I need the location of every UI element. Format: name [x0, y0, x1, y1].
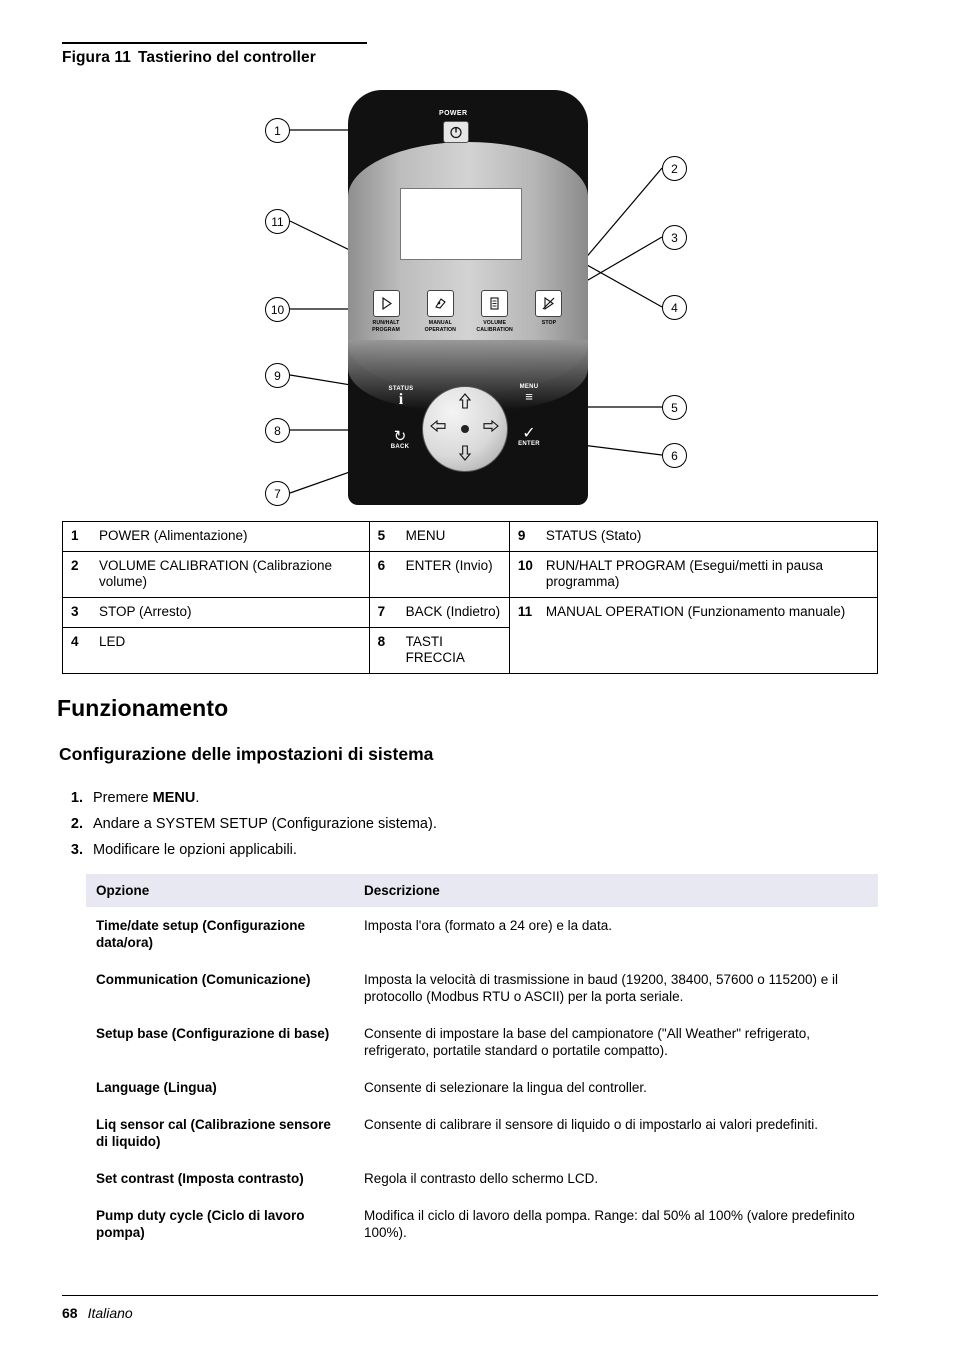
option-name: Set contrast (Imposta contrasto)	[96, 1171, 304, 1186]
column-header-option: Opzione	[86, 874, 354, 907]
key-run-halt-program[interactable]	[365, 290, 407, 342]
callout-7: 7	[265, 481, 290, 506]
option-name: Communication (Comunicazione)	[96, 972, 311, 987]
hamburger-icon: ≡	[525, 389, 533, 404]
legend-num: 1	[63, 522, 94, 552]
back-key[interactable]	[378, 430, 422, 450]
option-description: Consente di calibrare il sensore di liquido o di impostarlo ai valori predefiniti.	[364, 1117, 818, 1132]
key-stop[interactable]	[528, 290, 570, 342]
keypad-illustration	[330, 90, 600, 510]
key-label: RUN/HALT PROGRAM	[372, 320, 400, 333]
table-row	[63, 552, 878, 598]
stop-icon	[535, 290, 562, 317]
arrow-down-icon	[458, 445, 472, 461]
keypad-function-keys	[365, 290, 570, 342]
figure-legend-table	[62, 521, 878, 674]
page-number: 68	[62, 1305, 78, 1321]
menu-key-label: MENU	[519, 384, 539, 390]
callout-1: 1	[265, 118, 290, 143]
option-description: Imposta l'ora (formato a 24 ore) e la data.	[364, 918, 612, 933]
table-row	[86, 1197, 878, 1251]
legend-text: TASTI FRECCIA	[400, 628, 510, 674]
legend-num: 6	[369, 552, 400, 598]
arrow-keys-cluster[interactable]	[422, 386, 508, 472]
table-row	[86, 961, 878, 1015]
legend-num: 8	[369, 628, 400, 674]
status-key-label: STATUS	[388, 386, 414, 392]
list-item: 3. Modificare le opzioni applicabili.	[87, 837, 437, 863]
table-row	[63, 628, 878, 674]
list-item: 1. Premere MENU.	[87, 785, 437, 811]
run-halt-program-icon	[373, 290, 400, 317]
back-arrow-icon: ↻	[393, 428, 407, 445]
options-table	[86, 874, 878, 1251]
option-description: Consente di impostare la base del campionatore ("All Weather" refrigerato, refrigerato, portatile standard o portatile compatto).	[364, 1026, 811, 1058]
legend-text: RUN/HALT PROGRAM (Esegui/metti in pausa programma)	[540, 552, 878, 598]
keypad-lcd-screen	[400, 188, 522, 260]
key-label: STOP	[541, 320, 557, 326]
option-description: Regola il contrasto dello schermo LCD.	[364, 1171, 599, 1186]
info-icon: i	[398, 391, 404, 408]
legend-text	[540, 628, 878, 674]
section-subtitle: Configurazione delle impostazioni di sistema	[59, 744, 434, 764]
figure-caption-number: Figura 11	[62, 49, 131, 66]
key-label: MANUAL OPERATION	[424, 320, 456, 333]
legend-num: 4	[63, 628, 94, 674]
table-row	[86, 1160, 878, 1197]
key-volume-calibration[interactable]	[474, 290, 516, 342]
check-icon: ✓	[522, 425, 536, 442]
keypad-power-label: POWER	[439, 110, 468, 117]
option-name: Setup base (Configurazione di base)	[96, 1026, 330, 1041]
power-button[interactable]	[443, 121, 469, 143]
table-header-row	[86, 874, 878, 907]
arrow-right-icon	[483, 419, 499, 433]
callout-10: 10	[265, 297, 290, 322]
table-row	[86, 907, 878, 961]
nav-center-dot	[461, 425, 469, 433]
legend-text: STATUS (Stato)	[540, 522, 878, 552]
key-manual-operation[interactable]	[419, 290, 461, 342]
legend-text: LED	[93, 628, 369, 674]
volume-calibration-icon	[481, 290, 508, 317]
key-label: VOLUME CALIBRATION	[476, 320, 513, 333]
column-header-description: Descrizione	[354, 874, 878, 907]
callout-9: 9	[265, 363, 290, 388]
option-description: Imposta la velocità di trasmissione in baud (19200, 38400, 57600 o 115200) e il protocollo (Modbus RTU o ASCII) per la porta seriale.	[364, 972, 839, 1004]
callout-6: 6	[662, 443, 687, 468]
back-key-label: BACK	[390, 444, 410, 450]
page-footer	[62, 1305, 133, 1321]
option-description: Consente di selezionare la lingua del controller.	[364, 1080, 647, 1095]
legend-num: 9	[509, 522, 540, 552]
table-row	[63, 522, 878, 552]
table-row	[63, 598, 878, 628]
legend-num: 2	[63, 552, 94, 598]
option-name: Liq sensor cal (Calibrazione sensore di liquido)	[96, 1117, 331, 1149]
list-item: 2. Andare a SYSTEM SETUP (Configurazione sistema).	[87, 811, 437, 837]
table-row	[86, 1069, 878, 1106]
legend-text: POWER (Alimentazione)	[93, 522, 369, 552]
legend-num: 3	[63, 598, 94, 628]
footer-rule	[62, 1295, 878, 1296]
legend-text: MENU	[400, 522, 510, 552]
page-title: Funzionamento	[57, 695, 229, 721]
legend-text: MANUAL OPERATION (Funzionamento manuale)	[540, 598, 878, 628]
legend-num: 5	[369, 522, 400, 552]
enter-key[interactable]	[506, 426, 552, 447]
callout-2: 2	[662, 156, 687, 181]
figure-caption-rule	[62, 42, 367, 44]
option-name: Language (Lingua)	[96, 1080, 217, 1095]
callout-8: 8	[265, 418, 290, 443]
option-name: Pump duty cycle (Ciclo di lavoro pompa)	[96, 1208, 305, 1240]
callout-11: 11	[265, 209, 290, 234]
arrow-up-icon	[458, 393, 472, 409]
procedure-steps	[55, 785, 437, 863]
table-row	[86, 1015, 878, 1069]
enter-key-label: ENTER	[518, 441, 540, 447]
power-icon	[449, 125, 463, 139]
legend-num: 11	[509, 598, 540, 628]
step-emphasis: MENU	[152, 790, 196, 806]
option-description: Modifica il ciclo di lavoro della pompa. Range: dal 50% al 100% (valore predefinito 100%).	[364, 1208, 855, 1240]
legend-num: 10	[509, 552, 540, 598]
arrow-left-icon	[430, 419, 446, 433]
footer-language: Italiano	[87, 1305, 133, 1321]
figure-keypad-diagram	[62, 85, 882, 515]
status-key[interactable]	[380, 386, 422, 407]
legend-text: VOLUME CALIBRATION (Calibrazione volume)	[93, 552, 369, 598]
callout-3: 3	[662, 225, 687, 250]
menu-key[interactable]	[506, 384, 552, 404]
legend-num	[509, 628, 540, 674]
legend-text: ENTER (Invio)	[400, 552, 510, 598]
callout-4: 4	[662, 295, 687, 320]
callout-5: 5	[662, 395, 687, 420]
table-row	[86, 1106, 878, 1160]
manual-operation-icon	[427, 290, 454, 317]
legend-text: BACK (Indietro)	[400, 598, 510, 628]
figure-caption	[62, 49, 316, 67]
legend-num: 7	[369, 598, 400, 628]
option-name: Time/date setup (Configurazione data/ora)	[96, 918, 306, 950]
figure-caption-text: Tastierino del controller	[137, 49, 316, 66]
legend-text: STOP (Arresto)	[93, 598, 369, 628]
